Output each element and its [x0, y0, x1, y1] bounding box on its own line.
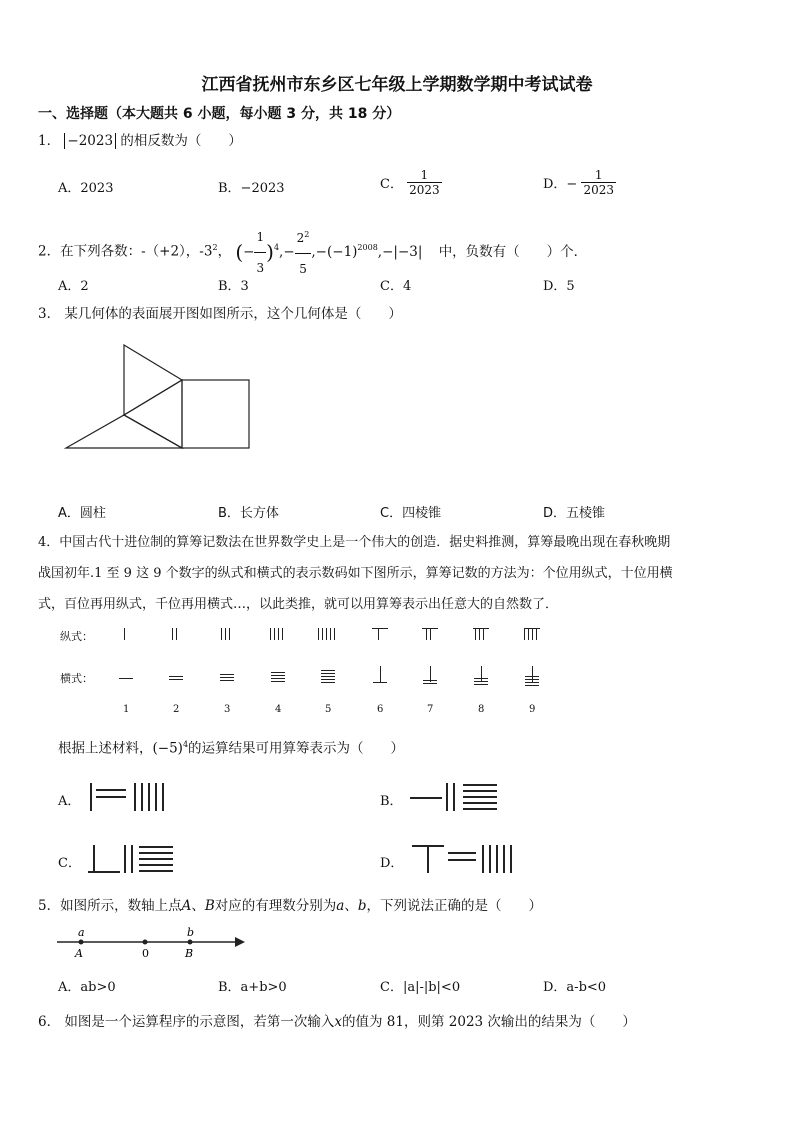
vertical-top-bar — [473, 628, 489, 629]
vertical-rod — [426, 628, 427, 640]
term: (−1) — [326, 244, 358, 260]
horizontal-rod — [169, 676, 183, 677]
separator: ， — [217, 243, 232, 260]
horizontal-rod — [271, 681, 285, 682]
vertical-rod — [176, 628, 177, 640]
rod-c-v — [131, 845, 133, 873]
vertical-rod — [326, 628, 327, 640]
question-2 — [38, 220, 587, 284]
q3-option-d: D．五棱锥 — [543, 506, 606, 521]
triangle-edge — [124, 415, 182, 448]
rod-c-h — [139, 852, 173, 854]
option-label: C． — [380, 177, 403, 192]
page-title: 江西省抚州市东乡区七年级上学期数学期中考试试卷 — [201, 75, 593, 95]
question-number: 1． — [38, 133, 61, 149]
rod-a3 — [96, 796, 126, 798]
vertical-rod — [172, 628, 173, 640]
horizontal-rod — [271, 672, 285, 673]
separator: ,− — [311, 244, 327, 260]
vertical-rod — [334, 628, 335, 640]
rod-b-h — [463, 796, 497, 798]
rod-b1 — [410, 797, 442, 799]
rod-c-v — [124, 845, 126, 873]
denominator: 5 — [295, 253, 312, 284]
horizontal-stem — [380, 666, 381, 682]
rod-b-v — [453, 783, 455, 811]
vertical-rod — [378, 628, 379, 640]
rod-b-h — [463, 802, 497, 804]
rod-a-v — [148, 783, 150, 811]
horizontal-stem — [532, 666, 533, 682]
numerator: 1 — [256, 229, 265, 244]
rod-a1 — [90, 783, 92, 811]
horizontal-rod — [169, 679, 183, 680]
rod-a-v — [134, 783, 136, 811]
horizontal-rod — [220, 677, 234, 678]
question-6 — [38, 1013, 636, 1031]
q5-option-d: D．a-b<0 — [543, 980, 607, 995]
question-number: 4． — [38, 535, 60, 550]
vertical-top-bar — [422, 628, 438, 629]
paren: ) — [266, 240, 274, 264]
rod-c-stem — [93, 845, 95, 871]
vertical-rod — [229, 628, 230, 640]
vertical-label: 纵式： — [60, 630, 93, 643]
dot-a — [79, 940, 84, 945]
q5-option-c: C．|a|-|b|<0 — [380, 980, 461, 995]
digit-label: 8 — [478, 704, 485, 715]
rod-d-v — [503, 845, 505, 873]
vertical-rod — [318, 628, 319, 640]
axis-label-zero: 0 — [142, 947, 149, 960]
prompt-text: 根据上述材料， — [58, 740, 153, 757]
question-number: 5． — [38, 898, 61, 914]
point-A: A — [181, 898, 192, 914]
question-4-line1 — [38, 534, 670, 552]
q1-option-c — [380, 168, 442, 197]
rod-c-h — [139, 846, 173, 848]
rod-b-v — [446, 783, 448, 811]
vertical-rod — [483, 628, 484, 640]
question-text: 中国古代十进位制的算筹记数法在世界数学史上是一个伟大的创造．据史料推测，算筹最晚出现在春秋晚期 — [59, 535, 671, 550]
horizontal-rod — [321, 679, 335, 680]
vertical-rod — [536, 628, 537, 640]
rod-c-h — [139, 864, 173, 866]
rod-a2 — [96, 789, 126, 791]
horizontal-rod — [271, 675, 285, 676]
rod-d-v — [496, 845, 498, 873]
q3-option-c: C．四棱锥 — [380, 506, 442, 521]
rod-b-h — [463, 790, 497, 792]
net-diagram — [60, 340, 260, 455]
prompt-text: 的运算结果可用算筹表示为（ ） — [188, 740, 405, 757]
vertical-rod — [282, 628, 283, 640]
triangle-top — [124, 345, 182, 415]
q3-option-b: B．长方体 — [218, 506, 279, 521]
horizontal-rod — [119, 678, 133, 679]
separator: , — [377, 244, 383, 260]
vertical-rod — [322, 628, 323, 640]
q2-option-a: A．2 — [58, 279, 89, 294]
question-text: 某几何体的表面展开图如图所示，这个几何体是（ ） — [64, 306, 402, 322]
axis-label-A: A — [75, 947, 83, 960]
vertical-rod — [221, 628, 222, 640]
rod-a-v — [141, 783, 143, 811]
exponent: 4 — [273, 243, 280, 252]
question-text: 在下列各数：-（+2），-3 — [60, 243, 213, 260]
horizontal-rod — [474, 684, 488, 685]
q4-option-b-label: B． — [380, 794, 403, 809]
digit-label: 9 — [529, 704, 536, 715]
dot-b — [188, 940, 193, 945]
digit-label: 2 — [173, 704, 180, 715]
question-text: ，下列说法正确的是（ ） — [366, 898, 542, 914]
prompt-expression: (−5) — [152, 740, 183, 757]
question-text: 对应的有理数分别为 — [214, 898, 337, 914]
question-number: 6． — [38, 1014, 61, 1030]
q1-option-b: B．−2023 — [218, 181, 285, 196]
term: −|−3| — [382, 244, 423, 260]
vertical-rod — [225, 628, 226, 640]
axis-label-B: B — [185, 947, 194, 960]
horizontal-rod — [525, 685, 539, 686]
exponent: 4 — [182, 740, 189, 749]
separator: ,− — [279, 244, 295, 260]
q4-option-a-label: A． — [58, 794, 81, 809]
horizontal-rod — [321, 673, 335, 674]
horizontal-rod — [525, 682, 539, 683]
question-text: 的相反数为（ ） — [120, 133, 242, 149]
vertical-rod — [430, 628, 431, 640]
exponent: 2 — [212, 243, 218, 252]
horizontal-rod — [321, 682, 335, 683]
vertical-rod — [532, 628, 533, 640]
vertical-rod — [274, 628, 275, 640]
fraction — [254, 222, 266, 283]
minus: − — [243, 244, 255, 260]
exponent: 2 — [304, 230, 310, 239]
question-number: 2． — [38, 243, 61, 260]
paren: ( — [235, 240, 244, 264]
question-text: 如图是一个运算程序的示意图，若第一次输入 — [64, 1014, 335, 1030]
rod-b-h — [463, 808, 497, 810]
denominator: 3 — [254, 252, 266, 283]
question-5 — [38, 897, 542, 915]
point-B: B — [204, 898, 215, 914]
rod-d-v — [482, 845, 484, 873]
q2-option-d: D．5 — [543, 279, 575, 294]
fraction — [407, 168, 442, 197]
horizontal-rod — [423, 683, 437, 684]
rod-a-v — [162, 783, 164, 811]
rod-a-v — [155, 783, 157, 811]
var-b: b — [357, 898, 367, 914]
horizontal-rod — [271, 678, 285, 679]
q2-option-c: C．4 — [380, 279, 412, 294]
triangle-left — [66, 415, 182, 448]
dot-zero — [143, 940, 148, 945]
q1-option-a: A．2023 — [58, 181, 114, 196]
vertical-rod — [475, 628, 476, 640]
axis-label-a: a — [78, 926, 85, 939]
rod-c-h — [139, 858, 173, 860]
denominator: 2023 — [409, 183, 440, 197]
option-label: D．− — [543, 177, 578, 192]
rod-d-h2 — [448, 859, 476, 861]
vertical-top-bar — [524, 628, 540, 629]
vertical-rod — [524, 628, 525, 640]
question-text: 的值为 81，则第 2023 次输出的结果为（ ） — [342, 1014, 636, 1030]
vertical-rod — [270, 628, 271, 640]
axis-arrow — [235, 937, 245, 947]
q5-option-a: A．ab>0 — [58, 980, 116, 995]
denominator: 2023 — [583, 183, 615, 197]
var-a: a — [336, 898, 345, 914]
digit-label: 7 — [427, 704, 434, 715]
base: 2 — [296, 231, 305, 245]
axis-label-b: b — [187, 926, 195, 939]
rod-d-h1 — [448, 852, 476, 854]
vertical-rod — [528, 628, 529, 640]
exponent: 2008 — [357, 243, 378, 252]
question-3 — [38, 305, 402, 323]
vertical-rod — [124, 628, 125, 640]
digit-label: 6 — [377, 704, 384, 715]
q5-option-b: B．a+b>0 — [218, 980, 287, 995]
rod-b-h — [463, 784, 497, 786]
var-x: x — [334, 1014, 343, 1030]
question-4-line2: 战国初年.1 至 9 这 9 个数字的纵式和横式的表示数码如下图所示，算筹记数的方法为：个位用纵式，十位用横 — [38, 566, 673, 581]
rod-c-h — [139, 870, 173, 872]
vertical-top-bar — [372, 628, 388, 629]
triangle-mid — [124, 380, 182, 448]
question-text: 中，负数有（ ）个． — [438, 244, 588, 260]
digit-label: 5 — [325, 704, 332, 715]
numerator — [295, 220, 312, 253]
q1-option-d — [543, 168, 616, 197]
digit-label: 1 — [123, 704, 130, 715]
rod-d-v — [510, 845, 512, 873]
vertical-rod — [278, 628, 279, 640]
horizontal-rod — [373, 682, 387, 683]
horizontal-rod — [220, 674, 234, 675]
vertical-rod — [330, 628, 331, 640]
horizontal-rod — [220, 680, 234, 681]
horizontal-stem — [430, 666, 431, 682]
fraction — [295, 220, 312, 284]
section-heading: 一、选择题（本大题共 6 小题，每小题 3 分，共 18 分） — [38, 106, 401, 122]
question-4-prompt — [58, 734, 404, 760]
rod-d-v — [489, 845, 491, 873]
rod-d-stem — [427, 845, 429, 873]
question-1 — [38, 132, 242, 150]
square-face — [182, 380, 249, 448]
q4-option-d-label: D． — [380, 856, 404, 871]
q4-option-c-label: C． — [58, 856, 81, 871]
digit-label: 3 — [224, 704, 231, 715]
abs-expression: −2023 — [64, 133, 116, 149]
question-4-line3: 式，百位再用纵式，千位再用横式…，以此类推，就可以用算筹表示出任意大的自然数了． — [38, 597, 559, 612]
rod-c-base — [88, 871, 120, 873]
horizontal-stem — [481, 666, 482, 682]
separator: 、 — [344, 898, 358, 914]
separator: 、 — [191, 898, 205, 914]
counting-rod-table — [0, 620, 794, 720]
q2-option-b: B．3 — [218, 279, 249, 294]
fraction — [581, 168, 616, 197]
horizontal-rod — [321, 676, 335, 677]
numerator: 1 — [594, 168, 603, 182]
horizontal-rod — [321, 670, 335, 671]
vertical-rod — [479, 628, 480, 640]
numerator: 1 — [420, 168, 429, 182]
question-text: 如图所示，数轴上点 — [60, 898, 182, 914]
number-line — [55, 922, 255, 962]
horizontal-label: 横式： — [60, 672, 93, 685]
question-number: 3． — [38, 306, 61, 322]
q3-option-a: A．圆柱 — [58, 506, 106, 521]
digit-label: 4 — [275, 704, 282, 715]
